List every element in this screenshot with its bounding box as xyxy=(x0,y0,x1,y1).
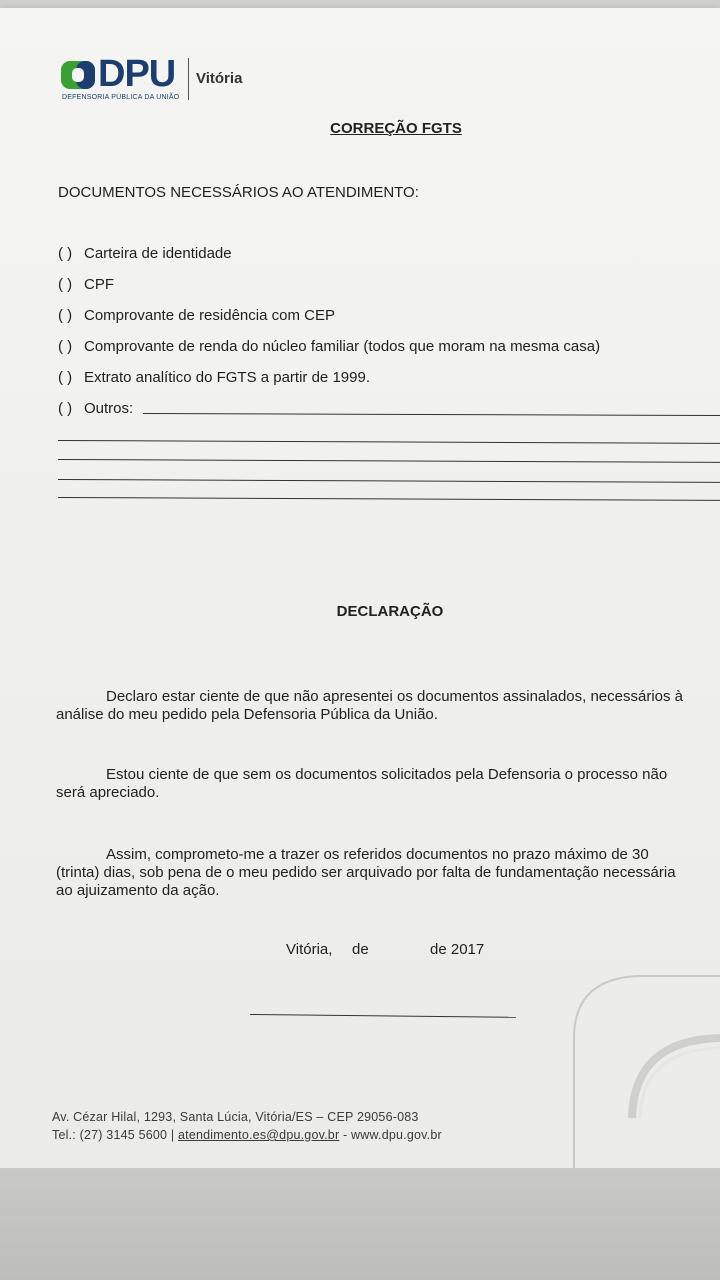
checkbox[interactable]: ( ) xyxy=(58,338,73,355)
footer-address: Av. Cézar Hilal, 1293, Santa Lúcia, Vitória/ES – CEP 29056-083 xyxy=(52,1110,419,1124)
list-item-label: Comprovante de residência com CEP xyxy=(84,307,335,324)
document-title: CORREÇÃO FGTS xyxy=(330,120,462,137)
list-item xyxy=(58,337,600,368)
declaration-paragraph: Estou ciente de que sem os documentos solicitados pela Defensoria o processo não será apreciado. xyxy=(56,766,668,801)
footer-contact xyxy=(52,1128,442,1142)
documents-checklist xyxy=(58,244,600,430)
list-item-label: CPF xyxy=(84,276,114,293)
checkbox[interactable]: ( ) xyxy=(58,400,73,417)
declaration-paragraph: Assim, comprometo-me a trazer os referidos documentos no prazo máximo de 30 (trinta) dias, sob pena de o meu pedido ser arquivado por falta de fundamentação necessária ao ajuizamento da ação. xyxy=(56,846,676,899)
list-item xyxy=(58,368,600,399)
list-item xyxy=(58,244,600,275)
dpu-logo-icon xyxy=(60,60,98,90)
date-de: de xyxy=(352,941,369,958)
checkbox[interactable]: ( ) xyxy=(58,369,73,386)
list-item xyxy=(58,306,600,337)
table-surface xyxy=(0,1168,720,1280)
footer-website-link[interactable]: - www.dpu.gov.br xyxy=(343,1128,442,1142)
declaration-paragraph: Declaro estar ciente de que não apresentei os documentos assinalados, necessários à análise do meu pedido pela Defensoria Pública da União. xyxy=(56,688,684,723)
dpu-watermark-icon xyxy=(560,968,720,1168)
office-city: Vitória xyxy=(196,70,243,87)
checkbox[interactable]: ( ) xyxy=(58,276,73,293)
footer-email-link[interactable]: atendimento.es@dpu.gov.br xyxy=(178,1128,340,1142)
list-item-label: Carteira de identidade xyxy=(84,245,232,262)
declaration-title: DECLARAÇÃO xyxy=(336,603,444,620)
logo-separator xyxy=(188,58,189,100)
checkbox[interactable]: ( ) xyxy=(58,307,73,324)
checkbox[interactable]: ( ) xyxy=(58,245,73,262)
logo-subtitle: DEFENSORIA PÚBLICA DA UNIÃO xyxy=(62,94,180,101)
list-item-label: Extrato analítico do FGTS a partir de 1999. xyxy=(84,369,370,386)
date-city: Vitória, xyxy=(286,941,333,958)
documents-heading: DOCUMENTOS NECESSÁRIOS AO ATENDIMENTO: xyxy=(58,184,419,201)
footer-phone: Tel.: (27) 3145 5600 | xyxy=(52,1128,175,1142)
list-item xyxy=(58,275,600,306)
date-year: de 2017 xyxy=(430,941,485,958)
list-item-label: Comprovante de renda do núcleo familiar (todos que moram na mesma casa) xyxy=(84,338,601,355)
logo-text: DPU xyxy=(98,53,176,95)
list-item-label: Outros: xyxy=(84,400,134,417)
